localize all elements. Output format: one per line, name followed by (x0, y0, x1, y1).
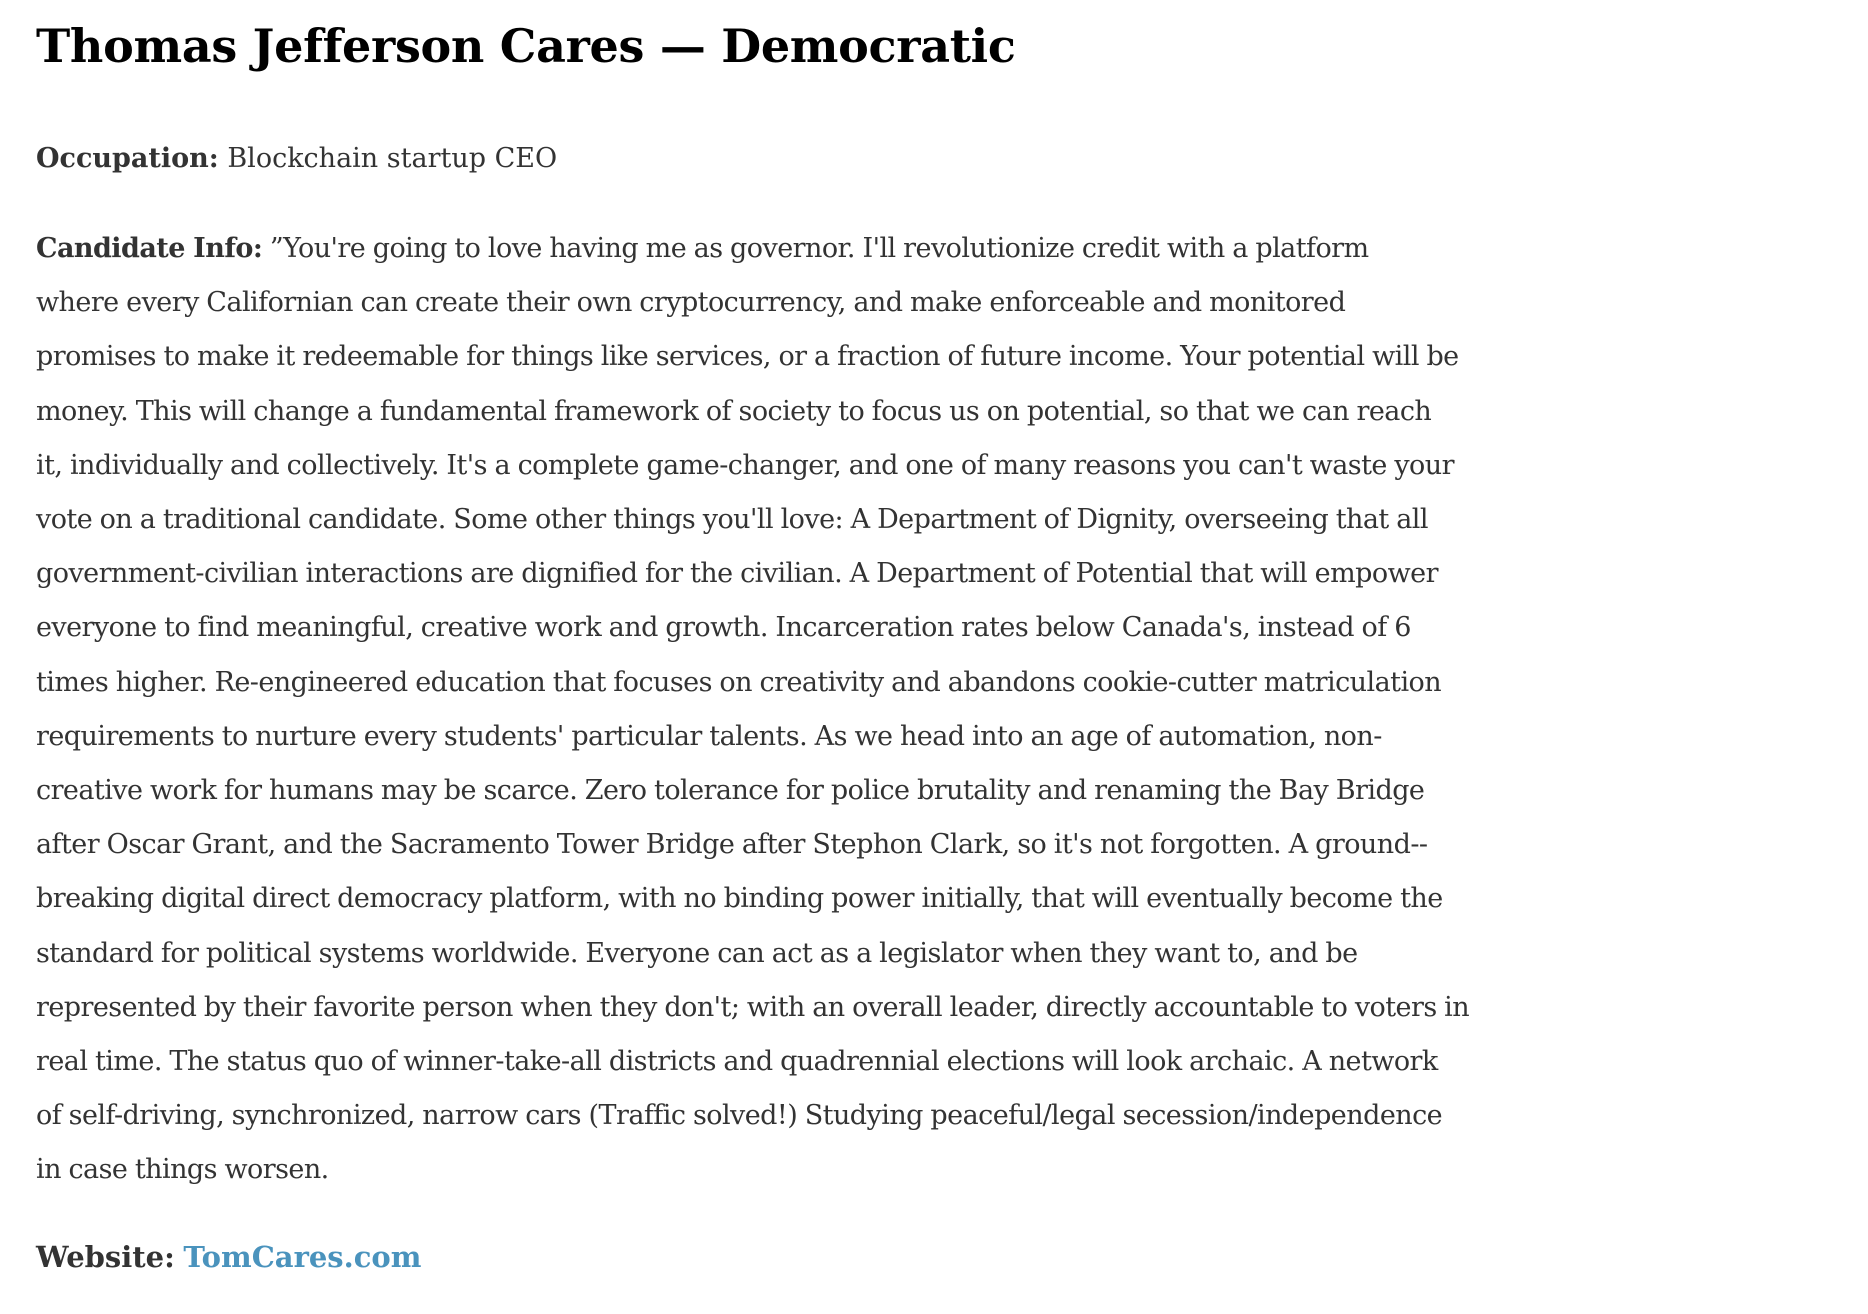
occupation-label: Occupation: (36, 143, 219, 174)
candidate-info-line: creative work for humans may be scarce. Zero tolerance for police brutality and renaming the Bay Bridge (36, 775, 1425, 807)
candidate-info-line (36, 222, 1796, 276)
candidate-info-field (36, 222, 1796, 1198)
candidate-info-line: government-civilian interactions are dignified for the civilian. A Department of Potential that will empower (36, 558, 1438, 590)
candidate-info-label: Candidate Info: (36, 233, 263, 264)
candidate-info-line: money. This will change a fundamental framework of society to focus us on potential, so that we can reach (36, 395, 1432, 427)
candidate-heading: Thomas Jefferson Cares — Democratic (36, 19, 1016, 73)
candidate-info-line: times higher. Re-engineered education that focuses on creativity and abandons cookie-cutter matriculation (36, 666, 1442, 698)
occupation-value: Blockchain startup CEO (227, 143, 558, 174)
candidate-info-line: promises to make it redeemable for things like services, or a fraction of future income. Your potential will be (36, 341, 1459, 373)
candidate-info-line: after Oscar Grant, and the Sacramento Tower Bridge after Stephon Clark, so it's not forgotten. A ground-- (36, 829, 1428, 861)
occupation-field (36, 132, 557, 186)
candidate-info-line: vote on a traditional candidate. Some other things you'll love: A Department of Dignity, overseeing that all (36, 504, 1428, 536)
candidate-info-line: it, individually and collectively. It's a complete game-changer, and one of many reasons you can't waste your (36, 449, 1454, 481)
candidate-info-line: standard for political systems worldwide. Everyone can act as a legislator when they want to, and be (36, 937, 1358, 969)
website-link[interactable]: TomCares.com (183, 1240, 422, 1274)
candidate-info-line: where every Californian can create their own cryptocurrency, and make enforceable and monitored (36, 287, 1346, 319)
website-label: Website: (36, 1240, 175, 1274)
candidate-info-line: everyone to find meaningful, creative work and growth. Incarceration rates below Canada's, instead of 6 (36, 612, 1411, 644)
candidate-info-line: requirements to nurture every students' particular talents. As we head into an age of automation, non- (36, 720, 1382, 752)
website-field (36, 1230, 421, 1286)
candidate-info-line: of self-driving, synchronized, narrow cars (Traffic solved!) Studying peaceful/legal secession/independence (36, 1100, 1443, 1132)
candidate-info-line: represented by their favorite person when they don't; with an overall leader, directly accountable to voters in (36, 991, 1470, 1023)
candidate-info-line: real time. The status quo of winner-take-all districts and quadrennial elections will look archaic. A network (36, 1046, 1438, 1078)
candidate-info-line: in case things worsen. (36, 1154, 329, 1186)
candidate-info-text: ”You're going to love having me as governor. I'll revolutionize credit with a platform (269, 233, 1369, 264)
candidate-info-line: breaking digital direct democracy platform, with no binding power initially, that will eventually become the (36, 883, 1443, 915)
